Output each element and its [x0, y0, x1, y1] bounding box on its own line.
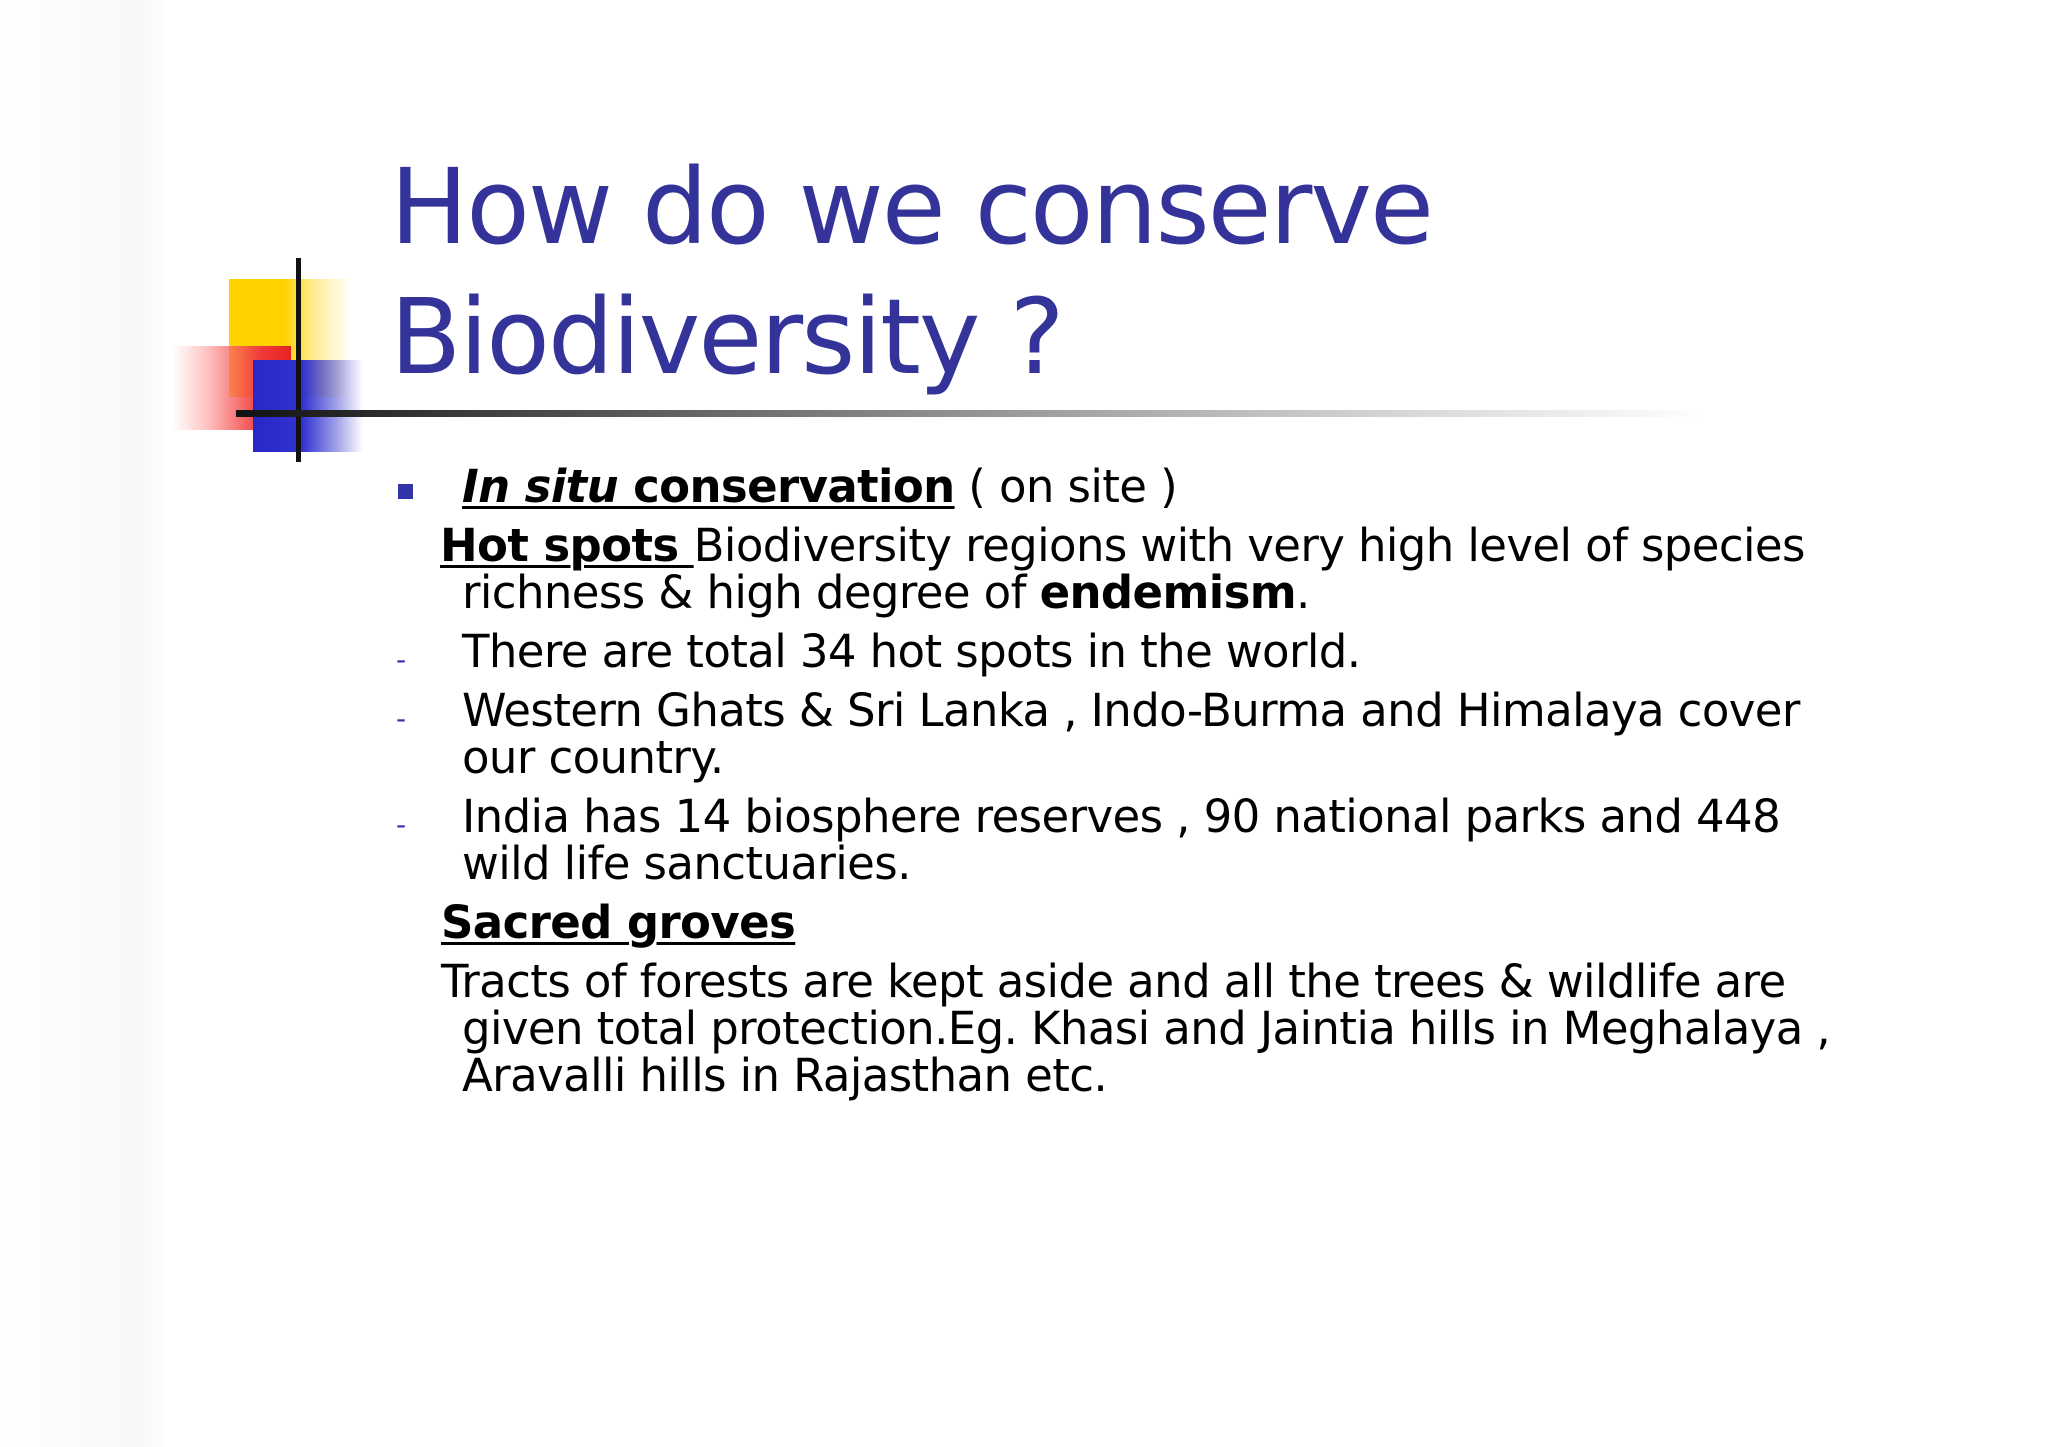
hotspots-line-1 [440, 519, 1805, 572]
conservation-term: conservation [618, 460, 955, 513]
hotspots-line-2-text: richness & high degree of [462, 566, 1040, 619]
title-rule [236, 410, 1706, 417]
sacred-groves-line-1: Tracts of forests are kept aside and all the trees & wildlife are [441, 955, 1786, 1008]
bullet-in-situ [462, 460, 1178, 513]
title-line-1: How do we conserve [390, 146, 1432, 268]
logo-vertical-line [296, 258, 301, 462]
logo-blue-square [253, 360, 363, 452]
list-item: India has 14 biosphere reserves , 90 national parks and 448 [462, 790, 1781, 843]
sacred-groves-line-2: given total protection.Eg. Khasi and Jaintia hills in Meghalaya , [462, 1002, 1831, 1055]
on-site-note: ( on site ) [954, 460, 1178, 513]
title-line-2: Biodiversity ? [390, 276, 1063, 398]
hotspots-line-2 [462, 566, 1310, 619]
sacred-groves-heading: Sacred groves [441, 896, 796, 949]
hotspots-period: . [1296, 566, 1310, 619]
square-bullet-icon [398, 484, 413, 499]
dash-bullet-icon: - [396, 702, 406, 735]
in-situ-term: In situ [462, 460, 619, 513]
endemism-term: endemism [1039, 566, 1297, 619]
list-item-continuation: our country. [462, 731, 724, 784]
sacred-groves-line-3: Aravalli hills in Rajasthan etc. [462, 1049, 1108, 1102]
list-item-continuation: wild life sanctuaries. [462, 837, 911, 890]
dash-bullet-icon: - [396, 808, 406, 841]
hotspots-definition: Biodiversity regions with very high level of species [693, 519, 1805, 572]
hotspots-heading: Hot spots [440, 519, 694, 572]
list-item: There are total 34 hot spots in the world. [462, 625, 1361, 678]
slide-title [390, 142, 1690, 402]
side-shade [0, 0, 165, 1447]
dash-bullet-icon: - [396, 643, 406, 676]
list-item: Western Ghats & Sri Lanka , Indo-Burma and Himalaya cover [462, 684, 1800, 737]
